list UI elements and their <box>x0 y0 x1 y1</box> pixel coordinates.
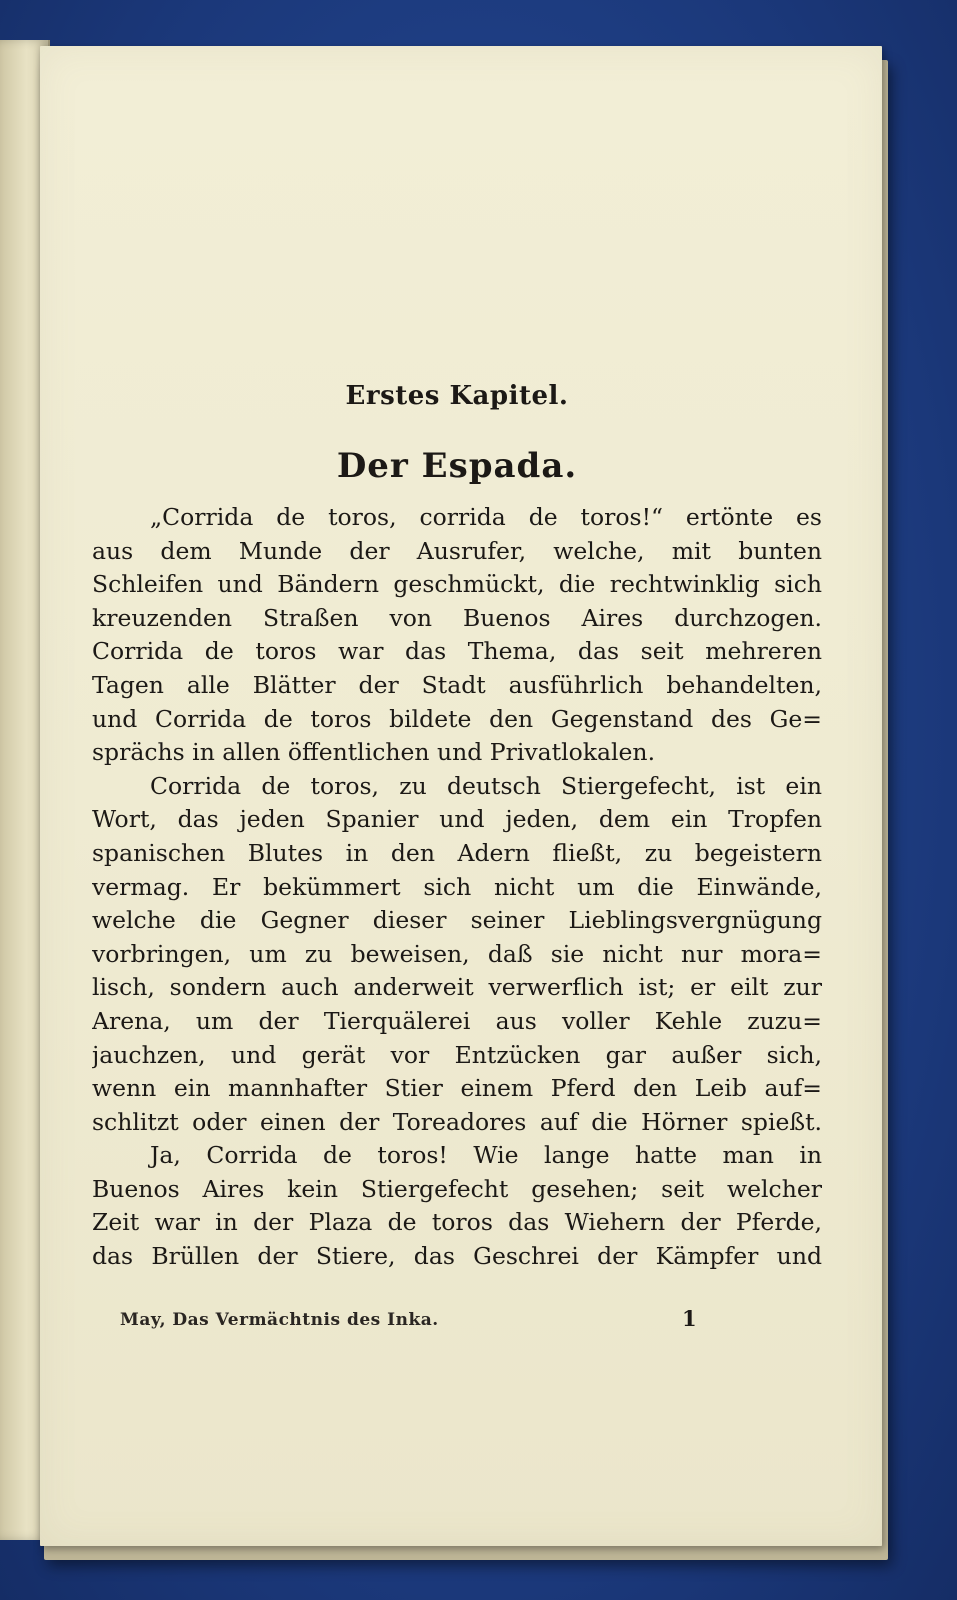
chapter-heading: Erstes Kapitel. <box>345 381 569 411</box>
text-line: kreuzenden Straßen von Buenos Aires durchzogen. <box>92 603 822 632</box>
text-line: vorbringen, um zu beweisen, daß sie nicht nur mora= <box>92 939 822 968</box>
text-line: Ja, Corrida de toros! Wie lange hatte man in <box>150 1141 822 1170</box>
text-line: Corrida de toros, zu deutsch Stiergefecht, ist ein <box>150 771 822 800</box>
text-line: Arena, um der Tierquälerei aus voller Kehle zuzu= <box>92 1006 822 1035</box>
text-line: Tagen alle Blätter der Stadt ausführlich behandelten, <box>92 670 822 699</box>
text-line: Corrida de toros war das Thema, das seit mehreren <box>92 637 822 666</box>
text-line: Buenos Aires kein Stiergefecht gesehen; seit welcher <box>92 1174 822 1203</box>
text-line: „Corrida de toros, corrida de toros!“ ertönte es <box>150 503 822 531</box>
text-line: Wort, das jeden Spanier und jeden, dem ein Tropfen <box>92 805 822 834</box>
body-text <box>92 501 822 1274</box>
text-line: aus dem Munde der Ausrufer, welche, mit bunten <box>92 536 822 565</box>
text-line: jauchzen, und gerät vor Entzücken gar außer sich, <box>92 1040 822 1069</box>
text-line: Zeit war in der Plaza de toros das Wiehern der Pferde, <box>92 1208 822 1237</box>
text-line: wenn ein mannhafter Stier einem Pferd den Leib auf= <box>92 1074 822 1103</box>
page-number: 1 <box>682 1306 697 1331</box>
text-line: spanischen Blutes in den Adern fließt, zu begeistern <box>92 838 822 867</box>
text-line: lisch, sondern auch anderweit verwerflich ist; er eilt zur <box>92 973 822 1002</box>
text-line: vermag. Er bekümmert sich nicht um die Einwände, <box>92 872 822 901</box>
text-line: welche die Gegner dieser seiner Lieblingsvergnügung <box>92 906 822 935</box>
text-line: schlitzt oder einen der Toreadores auf die Hörner spießt. <box>92 1107 822 1136</box>
chapter-title: Der Espada. <box>336 446 578 486</box>
page-footer: May, Das Vermächtnis des Inka. <box>120 1310 439 1330</box>
text-line: sprächs in allen öffentlichen und Privatlokalen. <box>92 738 656 767</box>
text-line: Schleifen und Bändern geschmückt, die rechtwinklig sich <box>92 570 822 599</box>
text-line: das Brüllen der Stiere, das Geschrei der Kämpfer und <box>92 1242 822 1271</box>
book-page <box>40 46 882 1546</box>
text-line: und Corrida de toros bildete den Gegenstand des Ge= <box>92 704 822 733</box>
